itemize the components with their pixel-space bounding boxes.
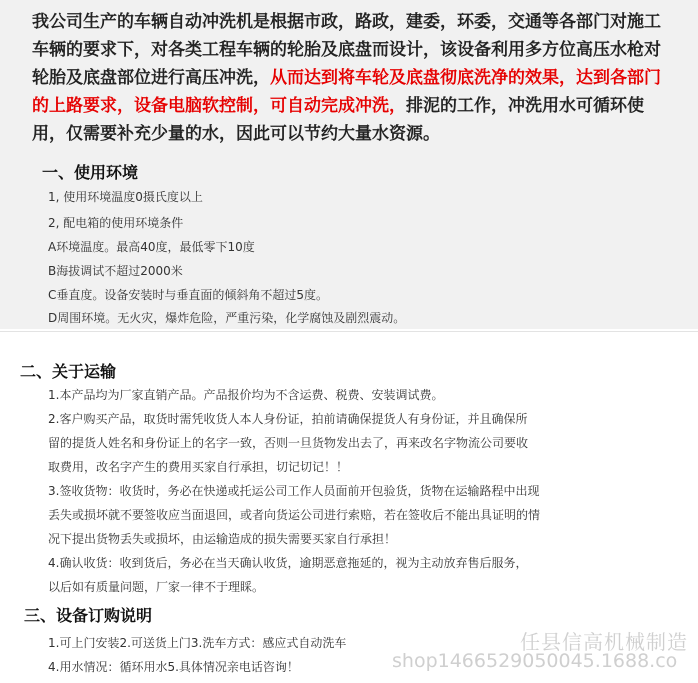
env-item: A环境温度。最高40度，最低零下10度 <box>48 240 255 254</box>
company-watermark: 任县信高机械制造 <box>520 630 688 654</box>
section-title-shipping: 二、关于运输 <box>20 362 117 381</box>
shipping-line: 4.确认收货：收到货后，务必在当天确认收货，逾期恶意拖延的，视为主动放弃售后服务， <box>48 556 528 570</box>
divider <box>0 331 698 332</box>
shipping-line: 况下提出货物丢失或损坏，由运输造成的损失需要买家自行承担！ <box>48 532 397 546</box>
intro-text: 我公司生产的车辆自动冲洗机是根据市政，路政，建委，环委，交通等各部门对施工车辆的要求下，对各类工程车辆的轮胎及底盘而设计，该设备利用多方位高压水枪对轮胎及底盘部位进行高压冲洗， <box>32 12 661 88</box>
shipping-line: 以后如有质量问题，厂家一律不于理睬。 <box>48 580 265 594</box>
shipping-line: 丢失或损坏就不要签收应当面退回，或者向货运公司进行索赔，若在签收后不能出具证明的情 <box>48 508 541 522</box>
shipping-line: 取费用，改名字产生的费用买家自行承担，切记切记！！ <box>48 460 349 474</box>
env-item: 1, 使用环境温度0摄氏度以上 <box>48 190 203 204</box>
env-item: B海拔调试不超过2000米 <box>48 264 183 278</box>
section-title-ordering: 三、设备订购说明 <box>24 606 153 625</box>
shipping-line: 留的提货人姓名和身份证上的名字一致，否则一旦货物发出去了，再来改名字物流公司要收 <box>48 436 529 450</box>
intro-paragraph <box>32 8 672 148</box>
shipping-paragraph <box>48 383 688 599</box>
env-item: 2, 配电箱的使用环境条件 <box>48 216 184 230</box>
ordering-line: 4.用水情况：循环用水5.具体情况亲电话咨询！ <box>48 660 299 674</box>
intro-text-end: 排泥的工作，冲洗用水可循环使用，仅需要补充少量的水，因此可以节约大量水资源。 <box>32 96 644 144</box>
ordering-line: 1.可上门安装2.可送货上门3.洗车方式：感应式自动洗车 <box>48 636 347 650</box>
env-item: D周围环境。无火灾，爆炸危险，严重污染，化学腐蚀及剧烈震动。 <box>48 311 406 325</box>
shipping-line: 3.签收货物：收货时，务必在快递或托运公司工作人员面前开包验货，货物在运输路程中出现 <box>48 484 540 498</box>
shop-url-watermark: shop1466529050045.1688.co <box>392 650 678 672</box>
intro-highlight: 从而达到将车轮及底盘彻底洗净的效果，达到各部门的上路要求，设备电脑软控制，可自动完成冲洗， <box>32 68 661 116</box>
section-title-environment: 一、使用环境 <box>42 163 139 182</box>
shipping-line: 1.本产品均为厂家直销产品。产品报价均为不含运费、税费、安装调试费。 <box>48 388 444 402</box>
shipping-line: 2.客户购买产品，取货时需凭收货人本人身份证，拍前请确保提货人有身份证，并且确保所 <box>48 412 528 426</box>
env-item: C垂直度。设备安装时与垂直面的倾斜角不超过5度。 <box>48 288 329 302</box>
